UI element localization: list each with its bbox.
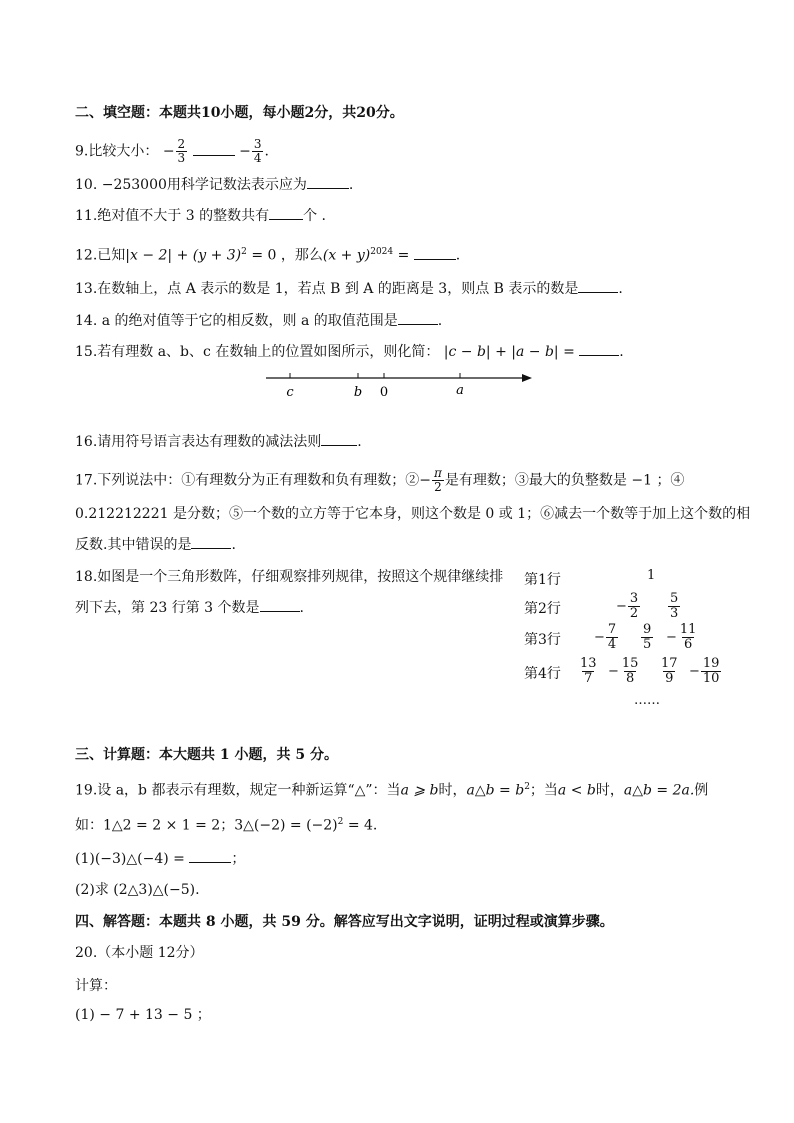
label-b: b: [353, 385, 363, 400]
triangle-value: − $\frac{3}{2}$: [616, 591, 639, 621]
question-18-line1: 18.如图是一个三角形数阵，仔细观察排列规律，按照这个规律继续排: [75, 569, 504, 585]
triangle-row: 第4行 $\frac{13}{7}$ − $\frac{15}{8}$ $\frac{17}{9}$ − $\frac{19}{10}$: [524, 657, 729, 687]
triangle-ellipsis: ……: [634, 693, 660, 708]
answer-blank[interactable]: [260, 599, 300, 612]
answer-blank[interactable]: [269, 207, 303, 220]
triangle-value: $\frac{17}{9}$: [661, 656, 678, 686]
triangle-row: 第1行 1: [524, 568, 656, 588]
triangle-value: − $\frac{19}{10}$: [689, 656, 720, 686]
arrow-head-icon: [522, 374, 532, 382]
answer-blank[interactable]: [579, 343, 619, 356]
question-18-line2: 列下去，第 23 行第 3 个数是 .: [75, 600, 304, 616]
label-a: a: [456, 383, 464, 398]
section3-heading: 三、计算题：本大题共 1 小题，共 5 分。: [75, 747, 338, 763]
question-11: 11.绝对值不大于 3 的整数共有 个 .: [75, 208, 326, 224]
triangle-row: 第3行 − $\frac{7}{4}$ $\frac{9}{5}$ − $\frac{11}{6}$: [524, 623, 729, 653]
section2-heading: 二、填空题：本题共10小题，每小题2分，共20分。: [75, 105, 404, 121]
label-c: c: [286, 385, 294, 400]
answer-blank[interactable]: [321, 433, 357, 446]
question-20-title: 20.（本小题 12分）: [75, 945, 204, 961]
fraction: $\frac{3}{4}$: [253, 137, 262, 165]
answer-blank[interactable]: [193, 143, 235, 156]
fraction: $\frac{2}{3}$: [177, 137, 186, 165]
question-10: 10. −253000用科学记数法表示应为 .: [75, 177, 354, 193]
number-line-figure: [260, 366, 540, 402]
question-14: 14. a 的绝对值等于它的相反数，则 a 的取值范围是 .: [75, 313, 443, 329]
question-20-part1: (1) − 7 + 13 − 5 ；: [75, 1007, 211, 1023]
label-0: 0: [379, 385, 389, 400]
question-19-part1: (1)(−3)△(−4) = ；: [75, 851, 246, 867]
answer-blank[interactable]: [189, 850, 231, 863]
question-17-line3: 反数.其中错误的是 .: [75, 537, 236, 553]
question-13: 13.在数轴上，点 A 表示的数是 1，若点 B 到 A 的距离是 3，则点 B 表示的数是 .: [75, 281, 623, 297]
triangle-value: − $\frac{11}{6}$: [666, 622, 697, 652]
question-19-part2: (2)求 (2△3)△(−5).: [75, 882, 200, 898]
triangle-value: $\frac{13}{7}$: [580, 656, 597, 686]
answer-blank[interactable]: [578, 280, 618, 293]
triangle-value: 1: [647, 568, 656, 583]
question-16: 16.请用符号语言表达有理数的减法法则 .: [75, 434, 362, 450]
question-19-line2: 如：1△2 = 2 × 1 = 2；3△(−2) = $(-2)^2 = 4$.: [75, 817, 378, 834]
question-17-line2: 0.212212221 是分数；⑤一个数的立方等于它本身，则这个数是 0 或 1；⑥减去一个数等于加上这个数的相: [75, 506, 751, 522]
triangle-value: − $\frac{7}{4}$: [594, 622, 617, 652]
triangle-value: $\frac{9}{5}$: [643, 622, 652, 652]
question-17-line1: 17.下列说法中：①有理数分为正有理数和负有理数；②− $\frac{\pi}{2}$ 是有理数；③最大的负整数是 −1 ；④: [75, 466, 685, 494]
question-9: 9.比较大小： − $\frac{2}{3}$ − $\frac{3}{4}$ .: [75, 137, 269, 165]
triangle-row: 第2行 − $\frac{3}{2}$ $\frac{5}{3}$: [524, 592, 729, 622]
triangle-value: − $\frac{15}{8}$: [608, 656, 639, 686]
question-19-line1: 19.设 a，b 都表示有理数，规定一种新运算“△”：当a ⩾ b时，a△b = $b^2$；当a < b时，a△b = 2a.例: [75, 782, 709, 799]
question-20-calc: 计算：: [75, 978, 117, 994]
question-12: 12.已知$|x - 2| + (y + 3)^2 = 0$ ，那么$(x + y)^{2024}$ = .: [75, 247, 461, 264]
answer-blank[interactable]: [307, 176, 349, 189]
answer-blank[interactable]: [191, 536, 231, 549]
triangle-value: $\frac{5}{3}$: [670, 591, 679, 621]
answer-blank[interactable]: [414, 247, 456, 260]
answer-blank[interactable]: [398, 312, 438, 325]
fraction: $\frac{\pi}{2}$: [434, 466, 442, 494]
section4-heading: 四、解答题：本题共 8 小题，共 59 分。解答应写出文字说明，证明过程或演算步骤。: [75, 914, 614, 930]
question-15: 15.若有理数 a、b、c 在数轴上的位置如图所示，则化简： |c − b| + |a − b| = .: [75, 344, 624, 360]
